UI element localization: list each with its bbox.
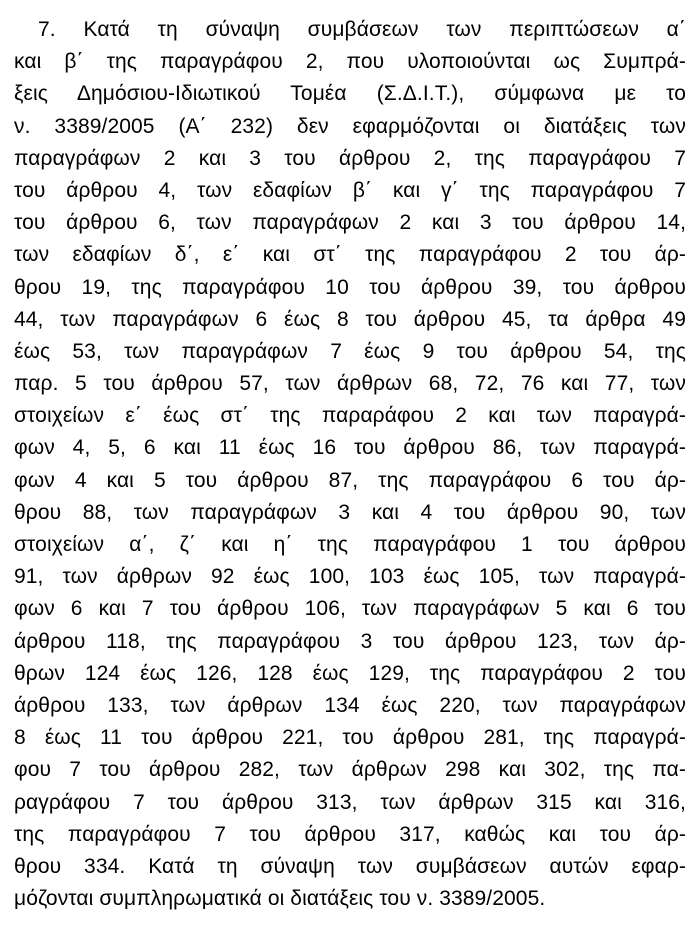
text-line: και β΄ της παραγράφου 2, που υλοποιούνται ως Συμπρά- [14, 50, 686, 74]
text-line: φου 7 του άρθρου 282, των άρθρων 298 και 302, της πα- [14, 758, 686, 782]
text-line: του άρθρου 6, των παραγράφων 2 και 3 του άρθρου 14, [14, 211, 686, 235]
text-line: θρου 334. Κατά τη σύναψη των συμβάσεων αυτών εφαρ- [14, 854, 686, 878]
text-line: ν. 3389/2005 (Α΄ 232) δεν εφαρμόζονται οι διατάξεις των [14, 114, 686, 138]
text-line: ξεις Δημόσιου-Ιδιωτικού Τομέα (Σ.Δ.Ι.Τ.), σύμφωνα με το [14, 82, 686, 106]
text-line: παρ. 5 του άρθρου 57, των άρθρων 68, 72, 76 και 77, των [14, 372, 686, 396]
text-line: στοιχείων α΄, ζ΄ και η΄ της παραγράφου 1 του άρθρου [14, 533, 686, 556]
text-line [14, 14, 686, 46]
text-line: των εδαφίων δ΄, ε΄ και στ΄ της παραγράφου 2 του άρ- [14, 243, 686, 267]
text-line: της παραγράφου 7 του άρθρου 317, καθώς και του άρ- [14, 822, 686, 846]
text-line-content: Κατά τη σύναψη συμβάσεων των περιπτώσεων α΄ [83, 18, 687, 41]
text-line: θρου 88, των παραγράφων 3 και 4 του άρθρου 90, των [14, 500, 686, 524]
text-line: φων 4, 5, 6 και 11 έως 16 του άρθρου 86, των παραγρά- [14, 436, 686, 460]
text-line: του άρθρου 4, των εδαφίων β΄ και γ΄ της παραγράφου 7 [14, 178, 686, 202]
text-line: μόζονται συμπληρωματικά οι διατάξεις του ν. 3389/2005. [14, 887, 546, 911]
text-line: φων 6 και 7 του άρθρου 106, των παραγράφων 5 και 6 του [14, 597, 686, 621]
text-line: θρων 124 έως 126, 128 έως 129, της παραγράφου 2 του [14, 661, 686, 685]
text-line: φων 4 και 5 του άρθρου 87, της παραγράφου 6 του άρ- [14, 468, 686, 492]
text-line: 8 έως 11 του άρθρου 221, του άρθρου 281, της παραγρά- [14, 726, 686, 750]
text-line: άρθρου 118, της παραγράφου 3 του άρθρου 123, των άρ- [14, 629, 686, 653]
text-line: 91, των άρθρων 92 έως 100, 103 έως 105, των παραγρά- [14, 565, 686, 589]
text-line: στοιχείων ε΄ έως στ΄ της παραράφου 2 και των παραγρά- [14, 404, 686, 428]
text-line: 44, των παραγράφων 6 έως 8 του άρθρου 45, τα άρθρα 49 [14, 307, 686, 331]
text-line: παραγράφων 2 και 3 του άρθρου 2, της παραγράφου 7 [14, 146, 686, 170]
text-line: ραγράφου 7 του άρθρου 313, των άρθρων 315 και 316, [14, 790, 686, 814]
text-line: άρθρου 133, των άρθρων 134 έως 220, των παραγράφων [14, 693, 686, 717]
law-paragraph-7 [14, 14, 686, 915]
text-line: έως 53, των παραγράφων 7 έως 9 του άρθρου 54, της [14, 339, 686, 363]
paragraph-number: 7. [38, 18, 56, 41]
text-line: θρου 19, της παραγράφου 10 του άρθρου 39, του άρθρου [14, 275, 686, 299]
